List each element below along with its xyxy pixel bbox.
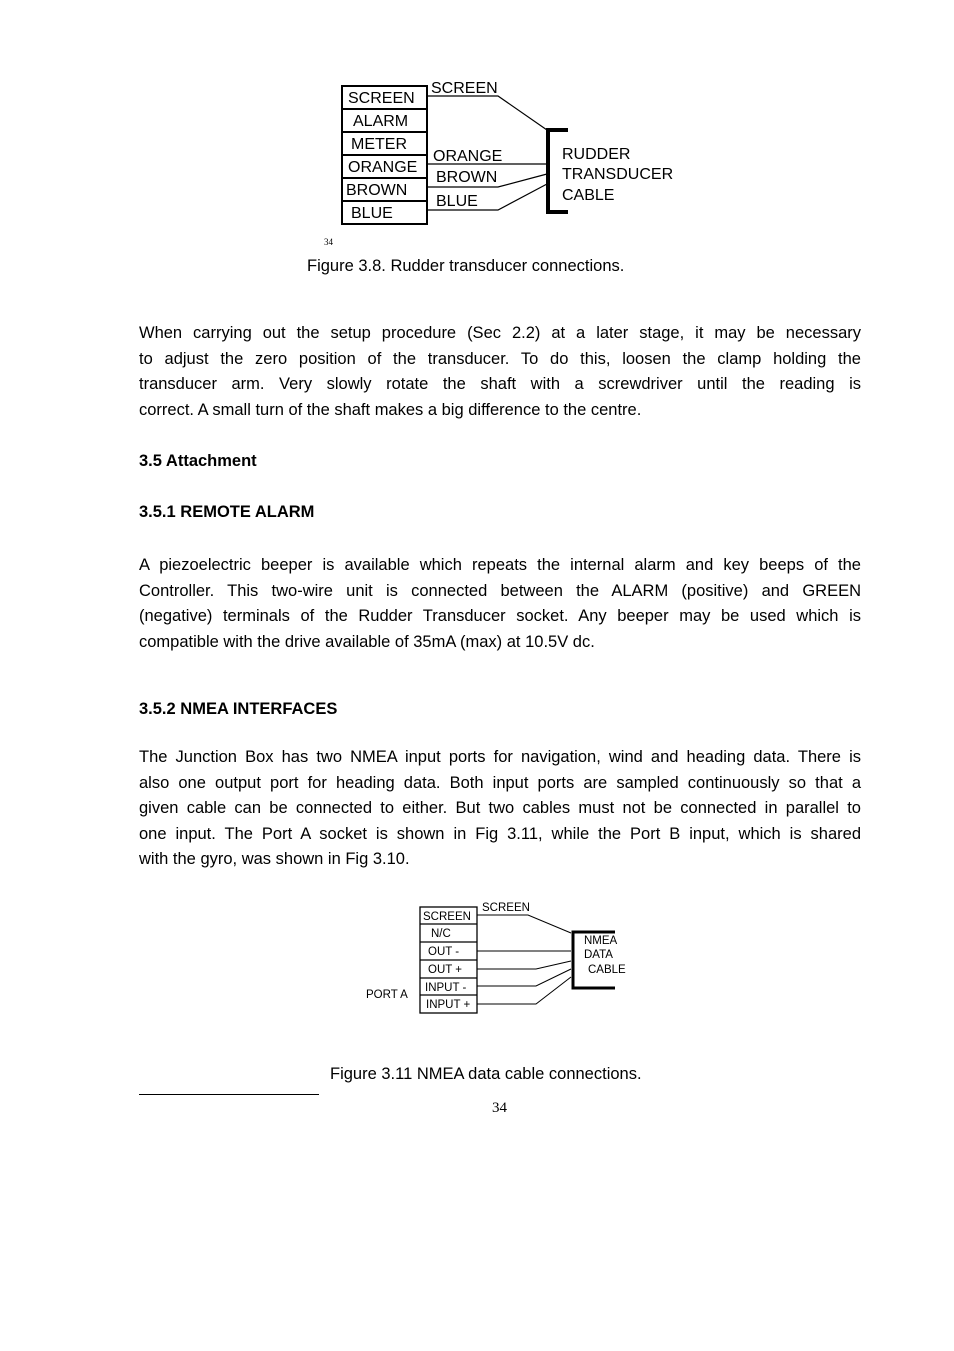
setup-paragraph bbox=[139, 321, 861, 423]
terminal-meter: METER bbox=[351, 136, 407, 153]
footnote-separator bbox=[139, 1094, 319, 1095]
cable-label-line-3: CABLE bbox=[562, 187, 615, 204]
paragraph-line: A piezoelectric beeper is available which repeats the internal alarm and key beeps of the bbox=[139, 556, 861, 574]
figure-3-11-caption: Figure 3.11 NMEA data cable connections. bbox=[330, 1065, 642, 1083]
page-number: 34 bbox=[492, 1100, 507, 1116]
terminal-input-plus: INPUT + bbox=[426, 999, 471, 1011]
terminal-brown: BROWN bbox=[346, 182, 408, 199]
paragraph-line: When carrying out the setup procedure (Sec 2.2) at a later stage, it may be necessary bbox=[139, 324, 861, 342]
cable-label-line-2: DATA bbox=[584, 949, 613, 961]
terminal-blue: BLUE bbox=[351, 205, 393, 222]
wire-label-screen: SCREEN bbox=[431, 80, 498, 97]
cable-label-line-1: RUDDER bbox=[562, 146, 631, 163]
rudder-transducer-diagram bbox=[300, 70, 720, 260]
terminal-out-minus: OUT - bbox=[428, 946, 460, 958]
cable-label-line-2: TRANSDUCER bbox=[562, 166, 674, 183]
figure-3-8-caption: Figure 3.8. Rudder transducer connections. bbox=[307, 257, 625, 275]
paragraph-line: (negative) terminals of the Rudder Transducer socket. Any beeper may be used which is bbox=[139, 607, 861, 626]
cable-label-line-1: NMEA bbox=[584, 935, 618, 947]
paragraph-line: also one output port for heading data. Both input ports are sampled continuously so that a bbox=[139, 773, 861, 792]
cable-label-line-3: CABLE bbox=[588, 964, 626, 976]
paragraph-line: correct. A small turn of the shaft makes a big difference to the centre. bbox=[139, 400, 642, 419]
terminal-input-minus: INPUT - bbox=[425, 982, 467, 994]
terminal-orange: ORANGE bbox=[348, 159, 418, 176]
wire-label-brown: BROWN bbox=[436, 169, 498, 186]
heading-remote-alarm: 3.5.1 REMOTE ALARM bbox=[139, 503, 315, 521]
terminal-screen: SCREEN bbox=[348, 90, 415, 107]
heading-attachment: 3.5 Attachment bbox=[139, 452, 257, 470]
terminal-nc: N/C bbox=[431, 928, 451, 940]
paragraph-line: to adjust the zero position of the transducer. To do this, loosen the clamp holding the bbox=[139, 349, 861, 368]
terminal-screen: SCREEN bbox=[423, 911, 471, 923]
wire-label-screen: SCREEN bbox=[482, 902, 530, 914]
heading-nmea-interfaces: 3.5.2 NMEA INTERFACES bbox=[139, 700, 338, 718]
wire-label-blue: BLUE bbox=[436, 193, 478, 210]
paragraph-line: compatible with the drive available of 35mA (max) at 10.5V dc. bbox=[139, 632, 595, 651]
terminal-out-plus: OUT + bbox=[428, 964, 462, 976]
footnote-reference: 34 bbox=[324, 237, 333, 247]
paragraph-line: Controller. This two-wire unit is connected between the ALARM (positive) and GREEN bbox=[139, 581, 861, 600]
paragraph-line: with the gyro, was shown in Fig 3.10. bbox=[139, 850, 410, 869]
paragraph-line: transducer arm. Very slowly rotate the shaft with a screwdriver until the reading is bbox=[139, 375, 861, 394]
port-label: PORT A bbox=[366, 989, 408, 1001]
paragraph-line: given cable can be connected to either. But two cables must not be connected in parallel to bbox=[139, 799, 861, 818]
paragraph-line: The Junction Box has two NMEA input ports for navigation, wind and heading data. There is bbox=[139, 748, 861, 766]
terminal-alarm: ALARM bbox=[353, 113, 409, 130]
wire-label-orange: ORANGE bbox=[433, 148, 503, 165]
nmea-cable-diagram bbox=[360, 895, 650, 1020]
nmea-paragraph bbox=[139, 745, 861, 873]
remote-alarm-paragraph bbox=[139, 553, 861, 655]
paragraph-line: one input. The Port A socket is shown in Fig 3.11, while the Port B input, which is shared bbox=[139, 824, 861, 843]
